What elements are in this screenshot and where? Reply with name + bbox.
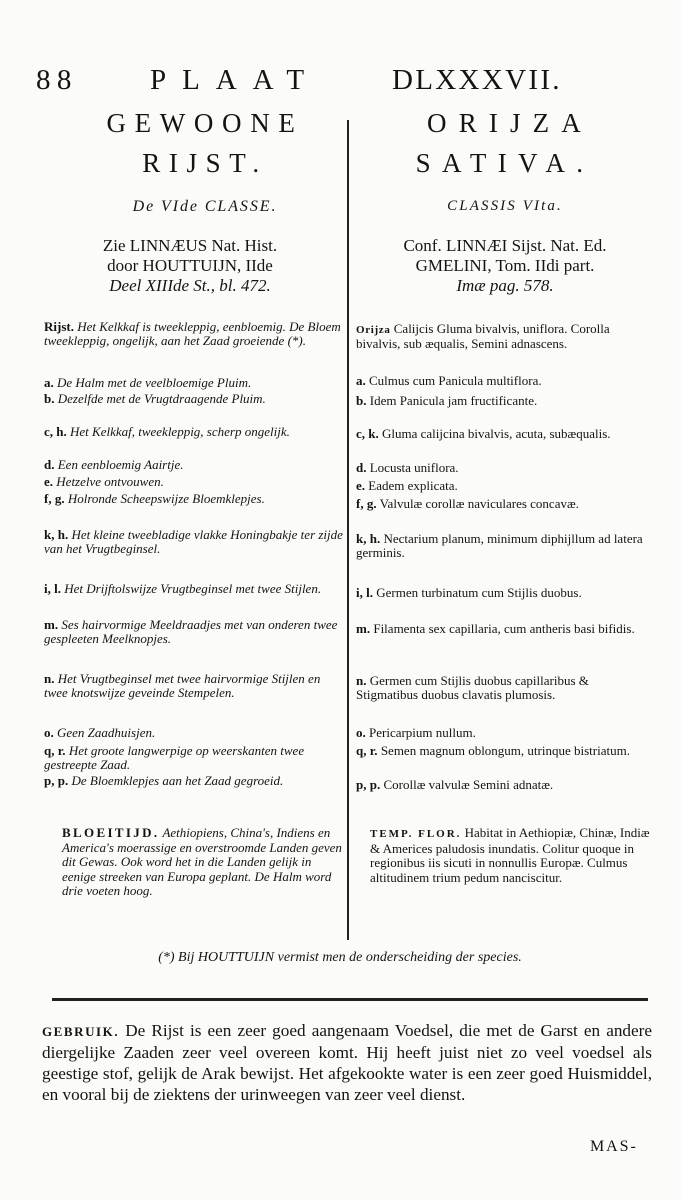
catchword: MAS- bbox=[590, 1138, 638, 1155]
right-title-2: SATIVA. bbox=[415, 148, 595, 178]
right-entry: m. Filamenta sex capillaria, cum antheris basi bifidis. bbox=[356, 621, 635, 636]
right-ref-line-3: Imæ pag. 578. bbox=[456, 276, 554, 295]
usage-label: GEBRUIK. bbox=[42, 1024, 120, 1039]
right-entry: a. Culmus cum Panicula multiflora. bbox=[356, 373, 542, 388]
right-entry: f, g. Valvulæ corollæ naviculares concavæ. bbox=[356, 496, 579, 511]
left-flowering-label: BLOEITIJD. bbox=[62, 825, 160, 840]
left-entry: k, h. Het kleine tweebladige vlakke Honingbakje ter zijde van het Vrugtbeginsel. bbox=[44, 527, 343, 556]
left-entry: m. Ses hairvormige Meeldraadjes met van onderen twee gespleeten Meelknopjes. bbox=[44, 617, 338, 646]
right-entry: b. Idem Panicula jam fructificante. bbox=[356, 393, 538, 408]
left-entry: d. Een eenbloemig Aairtje. bbox=[44, 457, 184, 472]
left-entry: b. Dezelfde met de Vrugtdraagende Pluim. bbox=[44, 391, 266, 406]
left-flowering-text: Aethiopiens, China's, Indiens en America's moerassige en overstroomde Landen geven dit Gewas. Ook word het in die Landen gelijk in eenige streeken van Europa geplant. De Halm word drie voeten hoog. bbox=[62, 825, 342, 898]
left-entry: n. Het Vrugtbeginsel met twee hairvormige Stijlen en twee knotswijze geveinde Stempelen. bbox=[44, 671, 321, 700]
left-entry: e. Hetzelve ontvouwen. bbox=[44, 474, 164, 489]
usage-text: De Rijst is een zeer goed aangenaam Voedsel, die met de Garst en andere diergelijke Zaaden zeer veel overeen komt. Hij heeft juist niet zo veel voedsel als geestige stof, gelijk de Arak bewijst. Het afgekookte water is een zeer goed Huismiddel, en vooral bij de ziektens der urinweegen van zeer veel dienst. bbox=[42, 1021, 653, 1104]
left-reference bbox=[40, 236, 340, 296]
left-ref-line-3: Deel XIIIde St., bl. 472. bbox=[109, 276, 271, 295]
right-entry: p, p. Corollæ valvulæ Semini adnatæ. bbox=[356, 777, 554, 792]
left-ref-line-1: Zie LINNÆUS Nat. Hist. bbox=[102, 236, 278, 255]
left-entry: q, r. Het groote langwerpige op weerskanten twee gestreepte Zaad. bbox=[44, 743, 305, 772]
left-entry: i, l. Het Drijftolswijze Vrugtbeginsel met twee Stijlen. bbox=[44, 581, 322, 596]
right-flowering bbox=[370, 826, 654, 885]
right-entry: Orijza Calijcis Gluma bivalvis, uniflora. Corolla bivalvis, sub æqualis, Semini adnascens. bbox=[356, 321, 610, 351]
left-title-2: RIJST. bbox=[142, 148, 268, 178]
right-title: ORIJZA bbox=[427, 108, 593, 138]
right-entry: e. Eadem explicata. bbox=[356, 478, 458, 493]
right-class-line: CLASSIS VIta. bbox=[447, 198, 563, 214]
right-flowering-text: Habitat in Aethiopiæ, Chinæ, Indiæ & Americes paludosis inundatis. Colitur quoque in regionibus iis sicuti in nonnullis Europæ. Culmus altitudinem trium pedum nanciscitur. bbox=[370, 825, 650, 885]
right-entry: n. Germen cum Stijlis duobus capillaribus & Stigmatibus duobus clavatis plumosis. bbox=[356, 673, 589, 702]
left-flowering bbox=[62, 826, 344, 899]
right-reference bbox=[355, 236, 655, 296]
horizontal-rule bbox=[52, 998, 648, 1001]
page-number: 88 bbox=[36, 64, 78, 96]
plate-number: DLXXXVII. bbox=[392, 64, 562, 96]
left-entry: f, g. Holronde Scheepswijze Bloemklepjes. bbox=[44, 491, 265, 506]
left-entry: o. Geen Zaadhuisjen. bbox=[44, 725, 156, 740]
right-entry: q, r. Semen magnum oblongum, utrinque bistriatum. bbox=[356, 743, 630, 758]
right-entry: d. Locusta uniflora. bbox=[356, 460, 459, 475]
column-divider bbox=[347, 120, 349, 940]
right-ref-line-1: Conf. LINNÆI Sijst. Nat. Ed. bbox=[403, 236, 607, 255]
right-entry: o. Pericarpium nullum. bbox=[356, 725, 476, 740]
left-class-line: De VIde CLASSE. bbox=[132, 198, 278, 215]
right-entry: k, h. Nectarium planum, minimum diphijllum ad latera germinis. bbox=[356, 531, 643, 560]
right-ref-line-2: GMELINI, Tom. IIdi part. bbox=[415, 256, 595, 275]
footnote: (*) Bij HOUTTUIJN vermist men de onderscheiding der species. bbox=[158, 950, 522, 965]
right-flowering-label: TEMP. FLOR. bbox=[370, 828, 462, 840]
left-entry: c, h. Het Kelkkaf, tweekleppig, scherp ongelijk. bbox=[44, 424, 290, 439]
left-entry: a. De Halm met de veelbloemige Pluim. bbox=[44, 375, 252, 390]
left-ref-line-2: door HOUTTUIJN, IIde bbox=[107, 256, 273, 275]
left-entry: p, p. De Bloemklepjes aan het Zaad gegroeid. bbox=[44, 773, 284, 788]
left-title: GEWOONE bbox=[106, 108, 304, 138]
right-entry: c, k. Gluma calijcina bivalvis, acuta, subæqualis. bbox=[356, 426, 611, 441]
plate-word: PLAAT bbox=[150, 64, 320, 96]
right-entry: i, l. Germen turbinatum cum Stijlis duobus. bbox=[356, 585, 582, 600]
usage-paragraph bbox=[42, 1020, 652, 1105]
left-entry: Rijst. Het Kelkkaf is tweekleppig, eenbloemig. De Bloem tweekleppig, ongelijk, aan het Zaad groeiende (*). bbox=[44, 319, 341, 348]
